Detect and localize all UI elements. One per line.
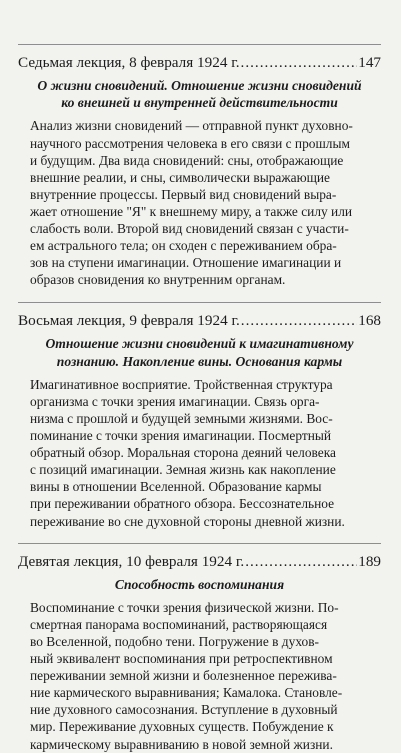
summary-line: во Вселенной, подобно тени. Погружение в духов- (30, 633, 319, 649)
summary-line: переживании земной жизни и болезненное пережива- (30, 668, 337, 684)
summary-line: слабость воли. Второй вид сновидений связан с участи- (30, 220, 349, 236)
lecture-summary (30, 376, 381, 530)
page-number: 147 (358, 54, 381, 71)
lecture-subtitle (30, 576, 369, 593)
page-number: 189 (358, 552, 381, 570)
summary-line: жает отношение "Я" к внешнему миру, а также силу или (30, 203, 353, 219)
summary-line: Воспоминание с точки зрения физической жизни. По- (30, 599, 339, 615)
summary-line: поминание с точки зрения имагинации. Посмертный (30, 428, 332, 444)
toc-entry-lecture-7 (18, 44, 381, 288)
summary-line: внутренние процессы. Первый вид сновидений выра- (30, 186, 337, 202)
subtitle-line: познанию. Накопление вины. Основания кармы (56, 353, 343, 369)
summary-line: обратный обзор. Моральная сторона деяний человека (30, 445, 336, 461)
subtitle-line: Способность воспоминания (114, 576, 285, 592)
lecture-title: Восьмая лекция, 9 февраля 1924 г. (18, 312, 240, 330)
page-number: 168 (358, 312, 381, 330)
toc-entry-lecture-8 (18, 302, 381, 529)
subtitle-line: Отношение жизни сновидений к имагинативному (45, 336, 354, 352)
lecture-title: Девятая лекция, 10 февраля 1924 г. (18, 552, 245, 570)
subtitle-line: О жизни сновидений. Отношение жизни сновидений (37, 78, 362, 93)
summary-line: Имагинативное восприятие. Тройственная структура (30, 376, 333, 392)
summary-line: смертная панорама воспоминаний, растворяющаяся (30, 616, 328, 632)
section-divider (18, 543, 381, 544)
summary-line: организма с точки зрения имагинации. Связь орга- (30, 393, 320, 409)
dot-leader (241, 312, 357, 330)
summary-line: вины в отношении Вселенной. Образование кармы (30, 479, 322, 495)
summary-line: ем астрального тела; он сходен с переживанием обра- (30, 238, 337, 254)
summary-line: внешние реалии, и сны, символически выражающие (30, 169, 330, 185)
summary-line: с позиций имагинации. Земная жизнь как накопление (30, 462, 336, 478)
section-divider (18, 302, 381, 303)
summary-line: мир. Переживание духовных существ. Побуждение к (30, 719, 334, 735)
toc-entry-heading[interactable] (18, 312, 381, 330)
summary-line: зов на ступени имагинации. Отношение имагинации и (30, 255, 342, 271)
subtitle-line: ко внешней и внутренней действительности (61, 95, 338, 111)
summary-line: кармическому выравниванию в новой земной жизни. (30, 736, 333, 752)
dot-leader (241, 54, 358, 72)
summary-line: образов сновидения ко внутренним органам. (30, 272, 286, 288)
toc-entry-heading[interactable] (18, 54, 381, 72)
toc-entry-lecture-9 (18, 543, 381, 753)
lecture-summary (30, 117, 381, 288)
summary-line: ние духовного самосознания. Вступление в духовный (30, 702, 338, 718)
summary-line: ный эквивалент воспоминания при ретроспективном (30, 651, 333, 667)
dot-leader (245, 553, 357, 571)
toc-entry-heading[interactable] (18, 553, 381, 571)
section-divider (18, 44, 381, 45)
summary-line: при переживании обратного обзора. Бессознательное (30, 496, 335, 512)
lecture-title: Седьмая лекция, 8 февраля 1924 г. (18, 54, 240, 71)
lecture-subtitle (30, 335, 369, 369)
summary-line: Анализ жизни сновидений — отправной пункт духовно- (30, 118, 353, 134)
summary-line: и будущим. Два вида сновидений: сны, отображающие (30, 152, 344, 168)
summary-line: научного рассмотрения человека в его связи с прошлым (30, 135, 350, 151)
lecture-summary (30, 599, 381, 753)
lecture-subtitle (30, 77, 369, 111)
summary-line: ние кармического выравнивания; Камалока. Становле- (30, 685, 343, 701)
summary-line: переживание во сне духовной стороны дневной жизни. (30, 513, 345, 529)
summary-line: низма с прошлой и будущей земными жизнями. Вос- (30, 410, 333, 426)
